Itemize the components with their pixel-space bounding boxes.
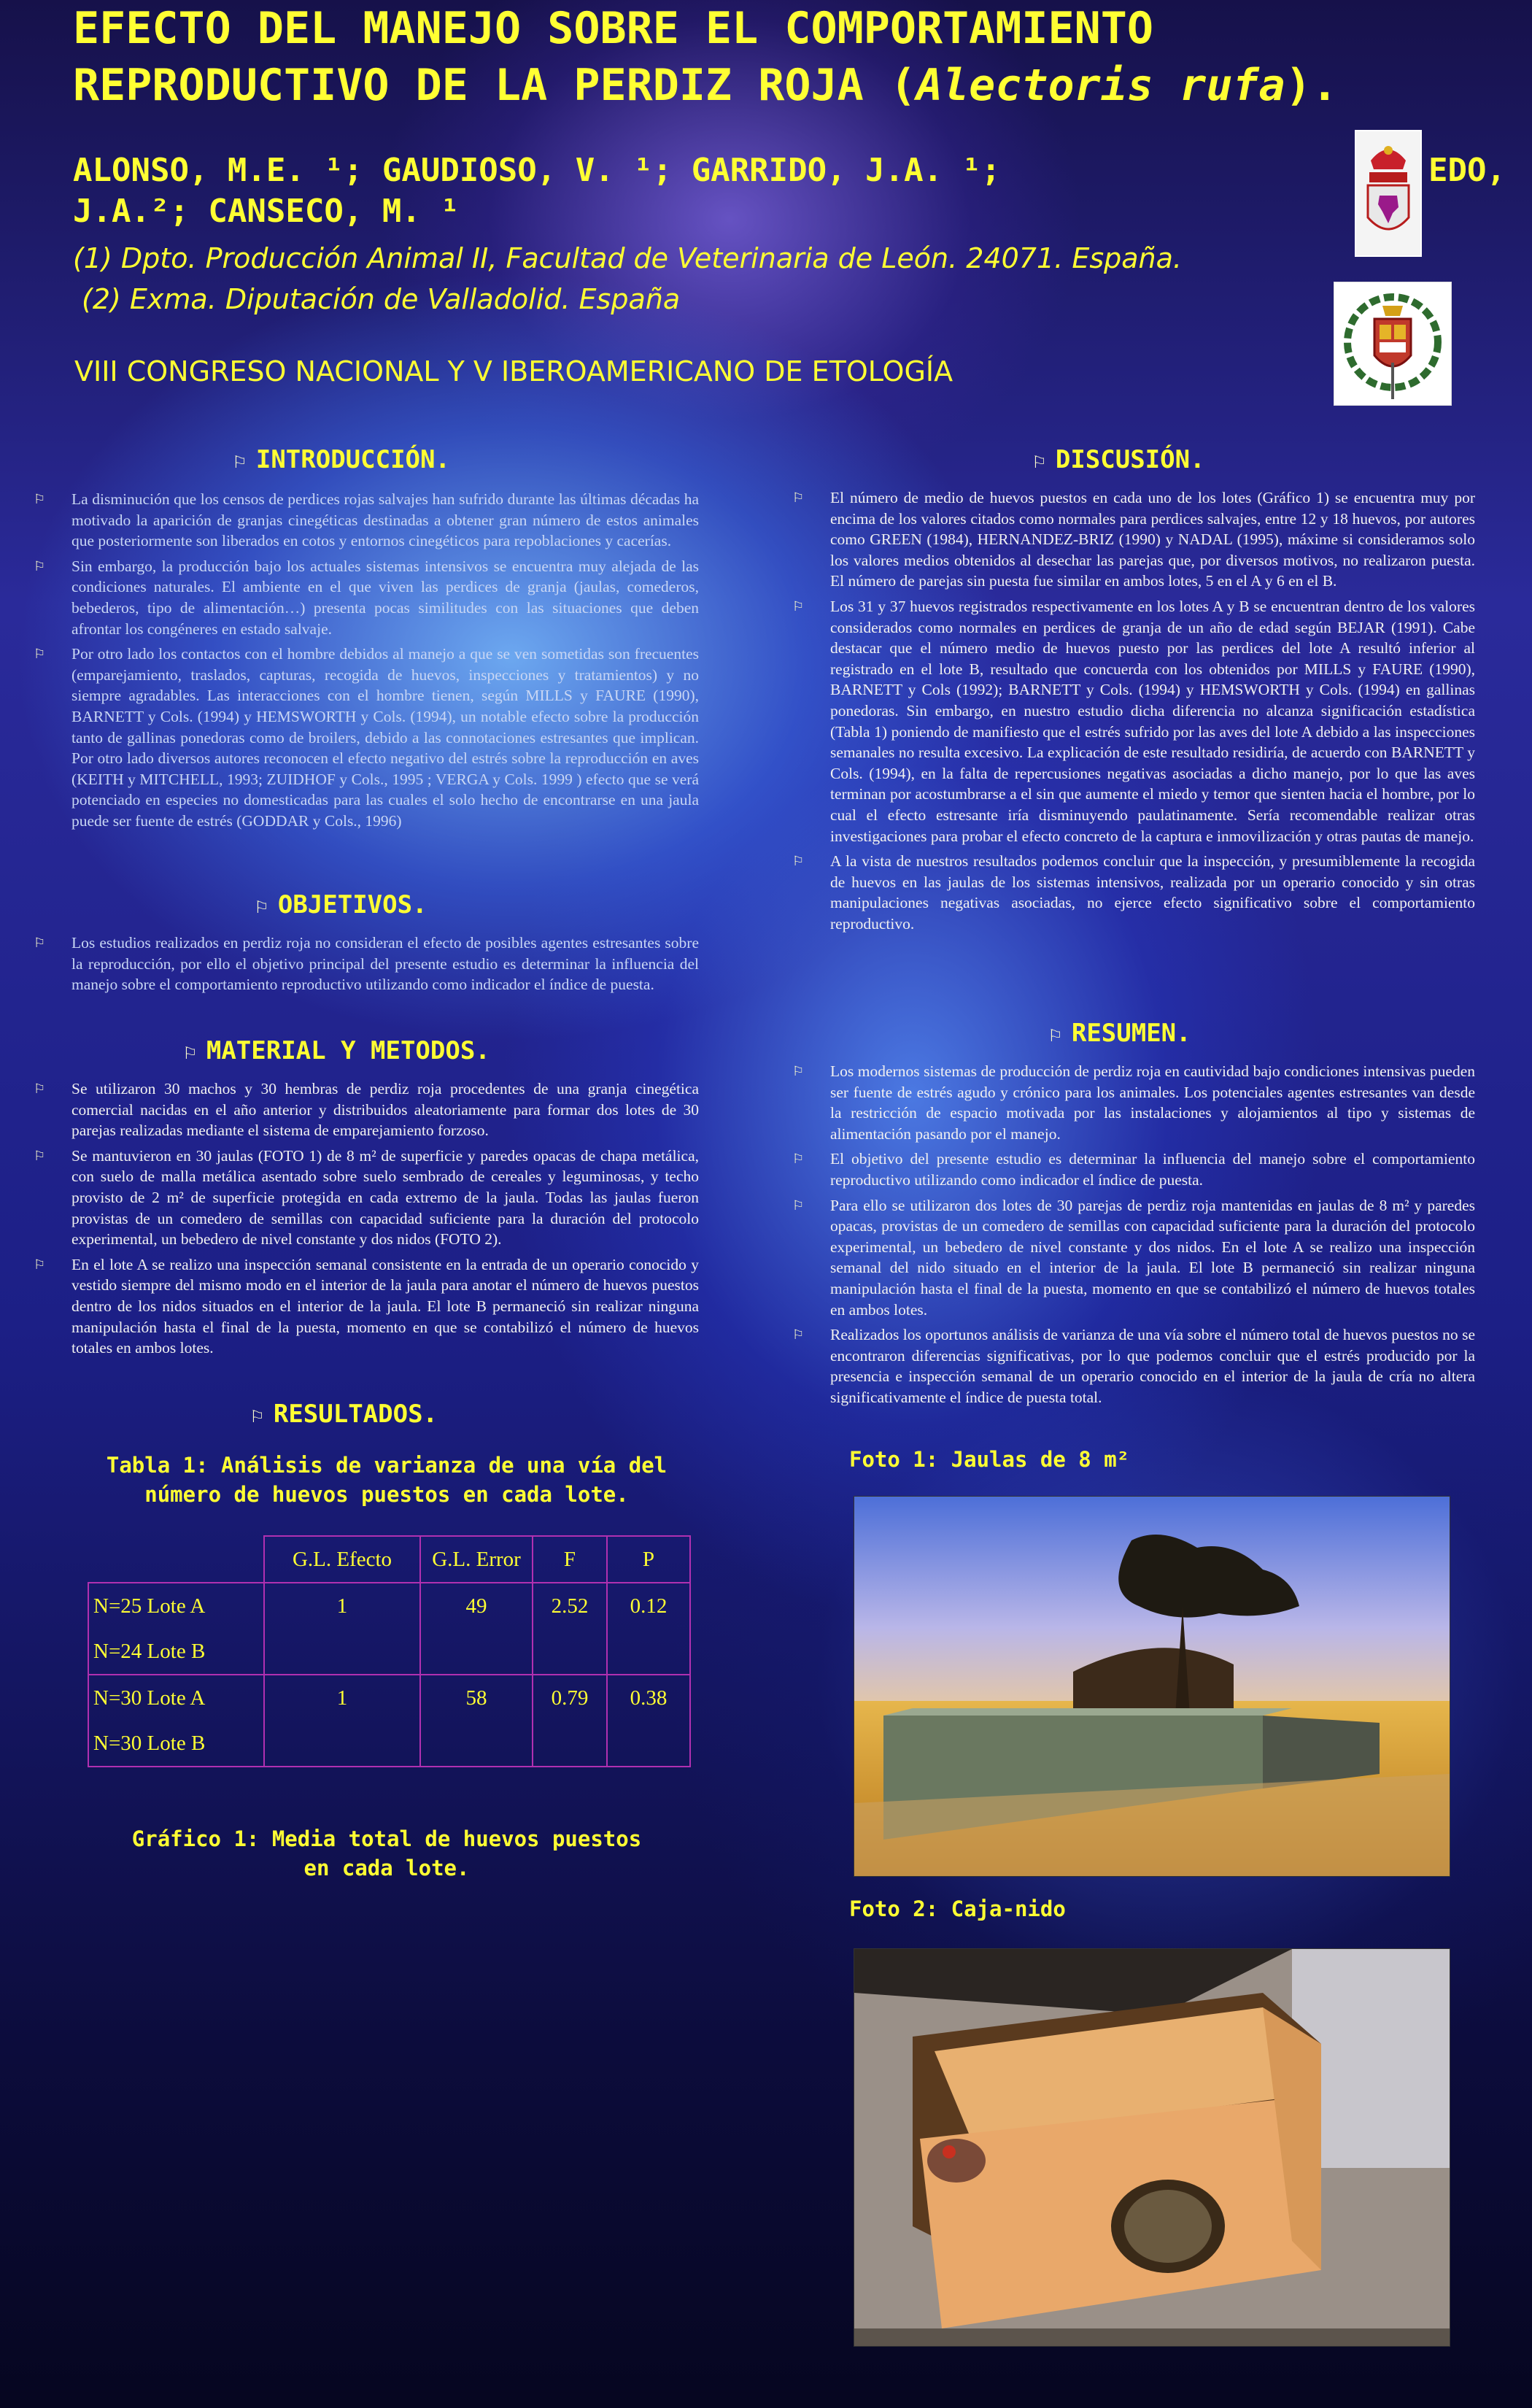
list-item: ⚐ Por otro lado los contactos con el hombre debidos al manejo a que se ven sometidas son frecuentes (emparejamiento, traslados, capturas, recogida de huevos, inspecciones y tratamientos) y no siempre agradables. Las interacciones con el hombre tienen, según MILLS y FAURE (1990), BARNETT y Cols. (1994) y HEMSWORTH y Cols. (1994), un notable efecto sobre la producción tanto de gallinas ponedoras como de broilers, debido a las connotaciones estresantes que implican. Por otro lado diversos autores reconocen el efecto negativo del estrés sobre la reproducción en aves (KEITH y MITCHELL, 1993; ZUIDHOF y Cols., 1995 ; VERGA y Cols. 1999 ) efecto que se verá potenciado en especies no domesticadas para las cuales el solo hecho de encontrarse en una jaula puede ser fuente de estrés (GODDAR y Cols., 1996) bbox=[34, 645, 699, 830]
list-item: ⚐ Se mantuvieron en 30 jaulas (FOTO 1) de 8 m² de superficie y paredes opacas de chapa metálica, con suelo de malla metálica asentado sobre suelo sembrado de cereales y leguminosas, y techo provisto de 2 m² de superficie protegida en cada extremo de la jaula. Todas las jaulas fueron provistas de un comedero de semillas con capacidad suficiente para la duración del protocolo experimental, un bebedero de nivel constante y dos nidos (FOTO 2). bbox=[34, 1146, 699, 1249]
leon-coat-of-arms-logo bbox=[1355, 130, 1422, 257]
list-item: ⚐ Los modernos sistemas de producción de perdiz roja en cautividad bajo condiciones intensivas pueden ser fuente de estrés agudo y crónico para los animales. Los potenciales agentes estresantes van desde la restricción de espacio motivada por las instalaciones y alojamientos al tipo y sistemas de alimentación pasando por el manejo. bbox=[792, 1062, 1475, 1143]
table-cell bbox=[264, 1721, 420, 1767]
objetivos-heading: ⚐ OBJETIVOS. bbox=[255, 890, 428, 919]
flag-bullet-icon: ⚐ bbox=[792, 1151, 805, 1167]
list-item: ⚐ Los estudios realizados en perdiz roja no consideran el efecto de posibles agentes estresantes sobre la reproducción, por ello el objetivo principal del presente estudio es determinar la influencia del manejo sobre el comportamiento reproductivo utilizando como indicador el índice de puesta. bbox=[34, 934, 699, 994]
material-heading: ⚐ MATERIAL Y METODOS. bbox=[184, 1036, 490, 1065]
anova-table-wrapper bbox=[88, 1535, 691, 1767]
flag-icon: ⚐ bbox=[233, 449, 246, 473]
foto1-caption: Foto 1: Jaulas de 8 m² bbox=[849, 1447, 1130, 1472]
introduccion-heading: ⚐ INTRODUCCIÓN. bbox=[233, 445, 450, 474]
title-line-2 bbox=[73, 57, 1444, 114]
resultados-section bbox=[34, 1398, 699, 1432]
table-cell: 49 bbox=[420, 1583, 533, 1629]
list-item: ⚐ Realizados los oportunos análisis de varianza de una vía sobre el número total de huevos puestos no se encontraron diferencias significativas, por lo que podemos concluir que el estrés producido por la presencia e inspección semanal de un operario conocido en el interior de la jaula de cría no altera significativamente el índice de puesta total. bbox=[792, 1326, 1475, 1406]
list-item: ⚐ La disminución que los censos de perdices rojas salvajes han sufrido durante las últimas décadas ha motivado la aparición de granjas cinegéticas destinadas a obtener gran número de estos animales que posteriormente son liberados en cotos y entornos cinegéticos para repoblaciones y cacerías. bbox=[34, 490, 699, 550]
affiliation-1: (1) Dpto. Producción Animal II, Facultad de Veterinaria de León. 24071. España. bbox=[73, 242, 1182, 274]
authors-line-1-tail: EDO, bbox=[1428, 152, 1506, 189]
flag-icon: ⚐ bbox=[255, 894, 268, 918]
flag-bullet-icon: ⚐ bbox=[792, 1327, 805, 1343]
title-line-1: EFECTO DEL MANEJO SOBRE EL COMPORTAMIENTO bbox=[73, 3, 1154, 54]
title-line-2-post: ). bbox=[1285, 60, 1338, 111]
introduccion-section bbox=[34, 444, 699, 836]
foto2-caption: Foto 2: Caja-nido bbox=[849, 1896, 1066, 1921]
table-cell: 58 bbox=[420, 1675, 533, 1721]
resumen-section bbox=[792, 1017, 1475, 1413]
flag-icon: ⚐ bbox=[184, 1040, 196, 1064]
table-cell bbox=[420, 1721, 533, 1767]
table-cell: 0.38 bbox=[607, 1675, 690, 1721]
flag-bullet-icon: ⚐ bbox=[792, 490, 805, 505]
flag-icon: ⚐ bbox=[251, 1403, 263, 1427]
material-section bbox=[34, 1035, 699, 1363]
table-caption: Tabla 1: Análisis de varianza de una vía del número de huevos puestos en cada lote. bbox=[106, 1453, 668, 1507]
table-cell bbox=[420, 1629, 533, 1675]
discusion-heading: ⚐ DISCUSIÓN. bbox=[1033, 445, 1205, 474]
authors bbox=[73, 150, 1335, 232]
list-item: ⚐ En el lote A se realizo una inspección semanal consistente en la entrada de un operario conocido y vestido siempre del mismo modo en el interior de la jaula para anotar el número de huevos puestos dentro de los nidos situados en el interior de la jaula. El lote B permaneció sin realizar ninguna manipulación hasta el final de la puesta, momento en que se contabilizó el número de huevos totales en ambos lotes. bbox=[34, 1255, 699, 1357]
table-cell bbox=[607, 1721, 690, 1767]
table-cell: 1 bbox=[264, 1583, 420, 1629]
flag-bullet-icon: ⚐ bbox=[34, 647, 46, 662]
table-header-row bbox=[88, 1536, 690, 1583]
table-cell bbox=[533, 1721, 607, 1767]
poster-title bbox=[73, 0, 1444, 114]
table-cell: 2.52 bbox=[533, 1583, 607, 1629]
flag-bullet-icon: ⚐ bbox=[792, 854, 805, 869]
flag-bullet-icon: ⚐ bbox=[34, 558, 46, 574]
flag-bullet-icon: ⚐ bbox=[792, 598, 805, 614]
table-header-cell bbox=[88, 1536, 264, 1583]
table-cell: 0.12 bbox=[607, 1583, 690, 1629]
flag-bullet-icon: ⚐ bbox=[34, 492, 46, 506]
flag-icon: ⚐ bbox=[1049, 1022, 1061, 1046]
anova-table bbox=[88, 1535, 691, 1767]
flag-bullet-icon: ⚐ bbox=[34, 1257, 46, 1272]
list-item: ⚐ Sin embargo, la producción bajo los actuales sistemas intensivos se encuentra muy alejada de las condiciones naturales. El ambiente en el que viven las perdices de granja (jaulas, comederos, bebederos, tipo de alimentación…) presenta pocas similitudes con las situaciones que deben afrontar los congéneres en estado salvaje. bbox=[34, 557, 699, 638]
title-line-2-pre: REPRODUCTIVO DE LA PERDIZ ROJA ( bbox=[73, 60, 916, 111]
table-cell: N=25 Lote A bbox=[88, 1583, 264, 1629]
foto2-nest-box-image bbox=[854, 1948, 1450, 2347]
species-name: Alectoris rufa bbox=[916, 60, 1285, 111]
resumen-heading: ⚐ RESUMEN. bbox=[1049, 1019, 1191, 1048]
objetivos-section bbox=[34, 889, 699, 1000]
table-cell: N=30 Lote A bbox=[88, 1675, 264, 1721]
flag-bullet-icon: ⚐ bbox=[792, 1197, 805, 1213]
table-cell bbox=[533, 1629, 607, 1675]
table-header-cell: P bbox=[607, 1536, 690, 1583]
list-item: ⚐ Para ello se utilizaron dos lotes de 30 parejas de perdiz roja mantenidas en jaulas de 8 m² y paredes opacas, provistas de un comedero de semillas con capacidad suficiente para la duración del protocolo experimental, un bebedero de nivel constante y dos nidos. En el lote A se realizo una inspección semanal del nido situado en el interior de la jaula. El lote B permaneció sin realizar ninguna manipulación hasta el final de la puesta, momento en que se contabilizó el número de huevos totales en ambos lotes. bbox=[792, 1196, 1475, 1319]
table-cell: N=30 Lote B bbox=[88, 1721, 264, 1767]
discusion-section bbox=[792, 444, 1475, 938]
foto1-cages-image bbox=[854, 1496, 1450, 1877]
authors-line-1: ALONSO, M.E. ¹; GAUDIOSO, V. ¹; GARRIDO, J.A. ¹; bbox=[73, 152, 1001, 189]
table-cell: 0.79 bbox=[533, 1675, 607, 1721]
grafico-caption: Gráfico 1: Media total de huevos puestos en cada lote. bbox=[131, 1826, 642, 1880]
resultados-heading: ⚐ RESULTADOS. bbox=[251, 1400, 438, 1429]
flag-icon: ⚐ bbox=[1033, 449, 1045, 473]
valladolid-coat-of-arms-logo bbox=[1334, 282, 1452, 406]
list-item: ⚐ El número de medio de huevos puestos en cada uno de los lotes (Gráfico 1) se encuentra muy por encima de los valores citados como normales para perdices salvajes, entre 12 y 18 huevos, por autores como GREEN (1984), HERNANDEZ-BRIZ (1990) y NADAL (1995), máxime si consideramos solo los valores medios obtenidos al desechar las parejas que, por diversos motivos, no realizaron puesta. El número de parejas sin puesta fue similar en ambos lotes, 5 en el A y 6 en el B. bbox=[792, 489, 1475, 590]
table-cell: 1 bbox=[264, 1675, 420, 1721]
flag-bullet-icon: ⚐ bbox=[34, 935, 46, 950]
table-row bbox=[88, 1675, 690, 1721]
list-item: ⚐ Los 31 y 37 huevos registrados respectivamente en los lotes A y B se encuentran dentro de los valores considerados como normales en perdices de granja de un año de edad según BEJAR (1991). Cabe destacar que el número medio de huevos puesto por las perdices del lote A resultó inferior al registrado en el lote B, resultado que concuerda con los obtenidos por MILLS y FAURE (1990), BARNETT y Cols (1992); BARNETT y Cols. (1994) y HEMSWORTH y Cols. (1994) en gallinas ponedoras. Sin embargo, en nuestro estudio dicha diferencia no alcanza significación estadística (Tabla 1) poniendo de manifiesto que el estrés sufrido por las aves del lote A debido a las inspecciones semanales no resulta excesivo. La explicación de este resultado residiría, de acuerdo con BARNETT y Cols. (1994), en la falta de repercusiones negativas asociadas a dicho manejo, por lo que las aves terminan por acostumbrarse a el sin que aumente el miedo y temor que sienten hacia el hombre, por lo cual el efecto estresante iría disminuyendo paulatinamente. Sería recomendable realizar otras investigaciones para probar el efecto concreto de la captura e inmovilización y otras pautas de manejo. bbox=[792, 597, 1475, 845]
list-item: ⚐ A la vista de nuestros resultados podemos concluir que la inspección, y presumiblemente la recogida de huevos en las jaulas de los sistemas intensivos, realizada por un operario conocido y sin otras manipulaciones negativas asociadas, no ejerce efecto significativo sobre el comportamiento reproductivo. bbox=[792, 852, 1475, 933]
congress-name: VIII CONGRESO NACIONAL Y V IBEROAMERICANO DE ETOLOGÍA bbox=[74, 355, 953, 387]
table-header-cell: G.L. Efecto bbox=[264, 1536, 420, 1583]
authors-line-2: J.A.²; CANSECO, M. ¹ bbox=[73, 193, 460, 230]
list-item: ⚐ El objetivo del presente estudio es determinar la influencia del manejo sobre el comportamiento reproductivo utilizando como indicador el índice de puesta. bbox=[792, 1150, 1475, 1189]
table-header-cell: F bbox=[533, 1536, 607, 1583]
table-row bbox=[88, 1629, 690, 1675]
flag-bullet-icon: ⚐ bbox=[34, 1081, 46, 1096]
list-item: ⚐ Se utilizaron 30 machos y 30 hembras de perdiz roja procedentes de una granja cinegética comercial nacidas en el año anterior y distribuidos aleatoriamente para formar dos lotes de 30 parejas realizadas mediante el sistema de emparejamiento forzoso. bbox=[34, 1080, 699, 1140]
table-cell: N=24 Lote B bbox=[88, 1629, 264, 1675]
table-row bbox=[88, 1583, 690, 1629]
table-row bbox=[88, 1721, 690, 1767]
table-cell bbox=[264, 1629, 420, 1675]
affiliation-2: (2) Exma. Diputación de Valladolid. España bbox=[82, 283, 681, 315]
table-header-cell: G.L. Error bbox=[420, 1536, 533, 1583]
flag-bullet-icon: ⚐ bbox=[792, 1064, 805, 1078]
table-cell bbox=[607, 1629, 690, 1675]
flag-bullet-icon: ⚐ bbox=[34, 1148, 46, 1163]
